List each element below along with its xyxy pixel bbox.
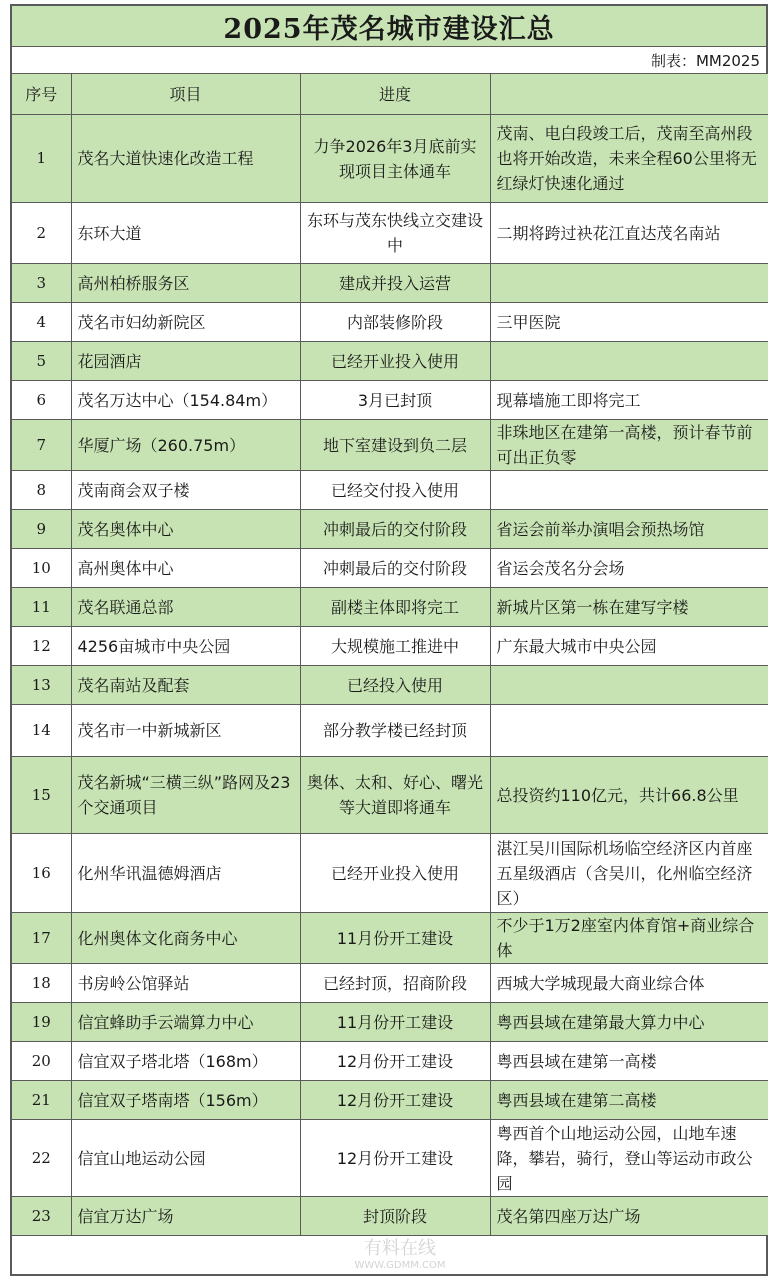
table-row	[12, 588, 768, 627]
note-cell: 粤西县域在建第一高楼	[490, 1042, 768, 1081]
header-progress: 进度	[300, 74, 490, 115]
progress-cell: 已经开业投入使用	[300, 834, 490, 913]
project-name-cell: 茂名万达中心（154.84m）	[71, 381, 300, 420]
table-row	[12, 834, 768, 913]
summary-sheet	[10, 4, 768, 1276]
row-number-cell: 7	[12, 420, 71, 471]
project-name-cell: 信宜蜂助手云端算力中心	[71, 1003, 300, 1042]
header-no: 序号	[12, 74, 71, 115]
row-number-cell: 19	[12, 1003, 71, 1042]
row-number-cell: 2	[12, 203, 71, 264]
table-row	[12, 1081, 768, 1120]
note-cell: 省运会前举办演唱会预热场馆	[490, 510, 768, 549]
row-number-cell: 8	[12, 471, 71, 510]
progress-cell: 部分教学楼已经封顶	[300, 705, 490, 757]
project-name-cell: 茂南商会双子楼	[71, 471, 300, 510]
note-cell	[490, 666, 768, 705]
project-name-cell: 茂名南站及配套	[71, 666, 300, 705]
note-cell: 省运会茂名分会场	[490, 549, 768, 588]
table-row	[12, 627, 768, 666]
row-number-cell: 13	[12, 666, 71, 705]
progress-cell: 力争2026年3月底前实现项目主体通车	[300, 115, 490, 203]
row-number-cell: 1	[12, 115, 71, 203]
progress-cell: 已经开业投入使用	[300, 342, 490, 381]
progress-cell: 地下室建设到负二层	[300, 420, 490, 471]
table-row	[12, 115, 768, 203]
table-row	[12, 757, 768, 834]
project-name-cell: 茂名市一中新城新区	[71, 705, 300, 757]
row-number-cell: 14	[12, 705, 71, 757]
note-cell	[490, 342, 768, 381]
project-name-cell: 茂名奥体中心	[71, 510, 300, 549]
table-row	[12, 964, 768, 1003]
table-row	[12, 1197, 768, 1236]
watermark-url: WWW.GDMM.COM	[354, 1260, 446, 1271]
table-header-row	[12, 74, 768, 115]
project-name-cell: 茂名大道快速化改造工程	[71, 115, 300, 203]
progress-cell: 副楼主体即将完工	[300, 588, 490, 627]
project-name-cell: 茂名联通总部	[71, 588, 300, 627]
row-number-cell: 11	[12, 588, 71, 627]
row-number-cell: 6	[12, 381, 71, 420]
progress-cell: 奥体、太和、好心、曙光等大道即将通车	[300, 757, 490, 834]
project-name-cell: 信宜双子塔南塔（156m）	[71, 1081, 300, 1120]
note-cell: 茂名第四座万达广场	[490, 1197, 768, 1236]
note-cell: 非珠地区在建第一高楼，预计春节前可出正负零	[490, 420, 768, 471]
row-number-cell: 15	[12, 757, 71, 834]
project-name-cell: 化州奥体文化商务中心	[71, 913, 300, 964]
table-row	[12, 1042, 768, 1081]
project-name-cell: 高州柏桥服务区	[71, 264, 300, 303]
note-cell: 新城片区第一栋在建写字楼	[490, 588, 768, 627]
row-number-cell: 10	[12, 549, 71, 588]
progress-cell: 已经交付投入使用	[300, 471, 490, 510]
note-cell	[490, 705, 768, 757]
row-number-cell: 20	[12, 1042, 71, 1081]
note-cell: 茂南、电白段竣工后，茂南至高州段也将开始改造，未来全程60公里将无红绿灯快速化通过	[490, 115, 768, 203]
table-row	[12, 420, 768, 471]
project-name-cell: 信宜万达广场	[71, 1197, 300, 1236]
table-row	[12, 1120, 768, 1197]
table-row	[12, 705, 768, 757]
watermark-text: 有料在线	[364, 1238, 436, 1259]
project-name-cell: 华厦广场（260.75m）	[71, 420, 300, 471]
table-row	[12, 666, 768, 705]
project-name-cell: 书房岭公馆驿站	[71, 964, 300, 1003]
note-cell: 三甲医院	[490, 303, 768, 342]
note-cell: 粤西县域在建第最大算力中心	[490, 1003, 768, 1042]
row-number-cell: 17	[12, 913, 71, 964]
sheet-title: 2025年茂名城市建设汇总	[12, 6, 766, 47]
note-cell	[490, 471, 768, 510]
table-row	[12, 264, 768, 303]
table-row	[12, 342, 768, 381]
note-cell: 湛江吴川国际机场临空经济区内首座五星级酒店（含吴川，化州临空经济区）	[490, 834, 768, 913]
progress-cell: 东环与茂东快线立交建设中	[300, 203, 490, 264]
progress-cell: 11月份开工建设	[300, 1003, 490, 1042]
progress-cell: 3月已封顶	[300, 381, 490, 420]
project-name-cell: 信宜双子塔北塔（168m）	[71, 1042, 300, 1081]
table-row	[12, 303, 768, 342]
project-name-cell: 化州华讯温德姆酒店	[71, 834, 300, 913]
row-number-cell: 4	[12, 303, 71, 342]
project-name-cell: 东环大道	[71, 203, 300, 264]
project-name-cell: 花园酒店	[71, 342, 300, 381]
row-number-cell: 3	[12, 264, 71, 303]
note-cell: 广东最大城市中央公园	[490, 627, 768, 666]
progress-cell: 内部装修阶段	[300, 303, 490, 342]
table-row	[12, 1003, 768, 1042]
table-row	[12, 510, 768, 549]
note-cell: 总投资约110亿元，共计66.8公里	[490, 757, 768, 834]
progress-cell: 建成并投入运营	[300, 264, 490, 303]
project-name-cell: 茂名新城“三横三纵”路网及23个交通项目	[71, 757, 300, 834]
table-row	[12, 549, 768, 588]
header-note	[490, 74, 768, 115]
progress-cell: 12月份开工建设	[300, 1081, 490, 1120]
project-name-cell: 茂名市妇幼新院区	[71, 303, 300, 342]
progress-cell: 冲刺最后的交付阶段	[300, 549, 490, 588]
table-row	[12, 471, 768, 510]
row-number-cell: 16	[12, 834, 71, 913]
table-row	[12, 381, 768, 420]
table-row	[12, 913, 768, 964]
note-cell: 粤西首个山地运动公园，山地车速降，攀岩，骑行，登山等运动市政公园	[490, 1120, 768, 1197]
row-number-cell: 5	[12, 342, 71, 381]
note-cell: 粤西县域在建第二高楼	[490, 1081, 768, 1120]
progress-cell: 12月份开工建设	[300, 1120, 490, 1197]
note-cell: 西城大学城现最大商业综合体	[490, 964, 768, 1003]
note-cell	[490, 264, 768, 303]
progress-cell: 冲刺最后的交付阶段	[300, 510, 490, 549]
progress-cell: 已经封顶，招商阶段	[300, 964, 490, 1003]
row-number-cell: 18	[12, 964, 71, 1003]
row-number-cell: 23	[12, 1197, 71, 1236]
table-row	[12, 203, 768, 264]
construction-table	[12, 74, 768, 1236]
header-project: 项目	[71, 74, 300, 115]
note-cell: 二期将跨过袂花江直达茂名南站	[490, 203, 768, 264]
row-number-cell: 22	[12, 1120, 71, 1197]
note-cell: 现幕墙施工即将完工	[490, 381, 768, 420]
progress-cell: 封顶阶段	[300, 1197, 490, 1236]
table-maker-credit: 制表：MM2025	[12, 47, 766, 74]
project-name-cell: 信宜山地运动公园	[71, 1120, 300, 1197]
row-number-cell: 9	[12, 510, 71, 549]
row-number-cell: 21	[12, 1081, 71, 1120]
progress-cell: 11月份开工建设	[300, 913, 490, 964]
project-name-cell: 高州奥体中心	[71, 549, 300, 588]
note-cell: 不少于1万2座室内体育馆+商业综合体	[490, 913, 768, 964]
project-name-cell: 4256亩城市中央公园	[71, 627, 300, 666]
progress-cell: 大规模施工推进中	[300, 627, 490, 666]
row-number-cell: 12	[12, 627, 71, 666]
progress-cell: 已经投入使用	[300, 666, 490, 705]
progress-cell: 12月份开工建设	[300, 1042, 490, 1081]
